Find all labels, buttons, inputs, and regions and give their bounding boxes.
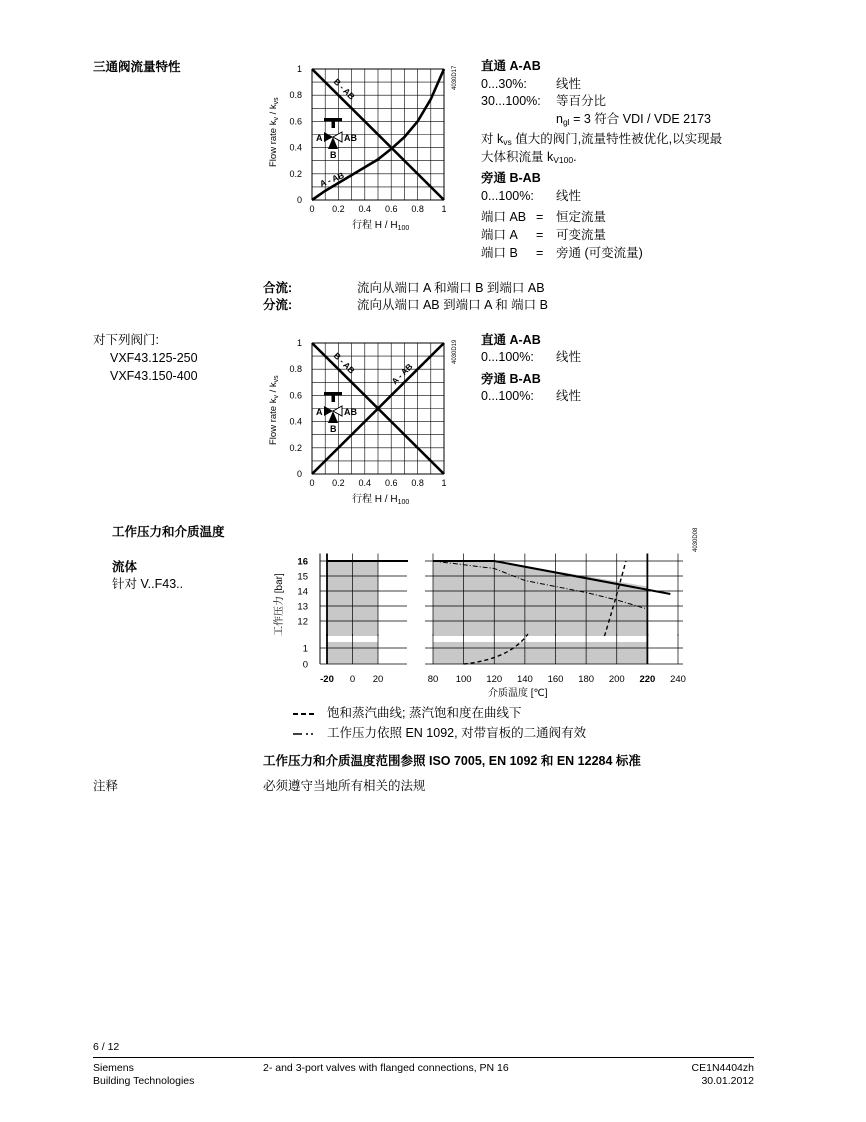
port-ab-label: 端口 AB	[481, 210, 527, 224]
series-label-b-ab: B - AB	[331, 350, 357, 376]
page-number: 6 / 12	[93, 1041, 120, 1053]
x-tick-label: 0.6	[384, 204, 398, 214]
y-tick-label: 12	[297, 616, 308, 628]
x-tick-label: 0	[349, 674, 356, 685]
range3-label: 0...100%:	[481, 189, 534, 203]
port-a-label: 端口 A	[481, 228, 518, 242]
footer-date: 30.01.2012	[701, 1075, 754, 1087]
x-tick-label: 0.8	[411, 478, 424, 488]
port-a-value: 可变流量	[556, 228, 607, 242]
split-text: 流向从端口 AB 到端口 A 和 端口 B	[357, 298, 548, 312]
optimized-text-line2: 大体积流量 $k_{V100}$.	[481, 150, 577, 165]
svg-text:A: A	[316, 407, 323, 417]
port-a-eq: =	[536, 228, 544, 242]
flow-chart-1	[270, 52, 470, 237]
x-tick-label: 0.2	[332, 478, 345, 488]
chart3-ylabel: 工作压力 [bar]	[274, 573, 285, 636]
range2-value: 等百分比	[556, 94, 607, 108]
x-tick-label: 0.8	[411, 204, 424, 214]
merge-text: 流向从端口 A 和端口 B 到端口 AB	[357, 281, 545, 295]
x-tick-label: -20	[320, 674, 334, 685]
port-b-value: 旁通 (可变流量)	[556, 246, 643, 260]
straight-title-1: 直通 A-AB	[481, 59, 541, 73]
footer-division: Building Technologies	[93, 1075, 195, 1087]
legend-saturated-steam: 饱和蒸汽曲线; 蒸汽饱和度在曲线下	[327, 706, 522, 720]
bypass-title-1: 旁通 B-AB	[481, 171, 541, 185]
valve-model-1: VXF43.125-250	[110, 351, 198, 365]
y-tick-label: 0.4	[289, 416, 302, 427]
y-tick-label: 1	[302, 643, 308, 655]
x-tick-label: 0.6	[384, 478, 398, 488]
x-tick-label: 0.2	[332, 204, 345, 214]
y-tick-label: 1	[296, 64, 302, 74]
x-tick-label: 120	[486, 674, 503, 685]
y-tick-label: 0.6	[289, 390, 302, 401]
chart2-xlabel: 行程 H / $H_{100}$	[352, 494, 410, 506]
dash-dot-line-icon	[293, 729, 319, 739]
port-b-label: 端口 B	[481, 246, 518, 260]
optimized-text-line1: 对 $k_{vs}$ 值大的阀门,流量特性被优化,以实现最	[481, 132, 723, 147]
y-tick-label: 0.2	[289, 168, 302, 179]
x-tick-label: 200	[608, 674, 625, 685]
footer-divider	[93, 1057, 754, 1058]
y-tick-label: 0.6	[289, 116, 302, 127]
series-label-a-ab: A - AB	[318, 169, 346, 189]
y-tick-label: 0	[296, 195, 302, 205]
bypass-title-2: 旁通 B-AB	[481, 372, 541, 386]
x-tick-label: 140	[516, 674, 533, 685]
range-s2-2-value: 线性	[556, 389, 582, 403]
svg-text:B: B	[330, 150, 337, 160]
pressure-temperature-chart	[268, 524, 708, 704]
dashed-line-icon	[293, 709, 319, 719]
chart1-xlabel: 行程 H / $H_{100}$	[352, 220, 410, 232]
x-tick-label: 220	[639, 674, 656, 685]
x-tick-label: 240	[670, 674, 686, 685]
svg-text:A: A	[316, 133, 323, 143]
y-tick-label: 1	[296, 338, 302, 348]
y-tick-label: 13	[297, 601, 308, 613]
chart3-code-label: 4030D08	[693, 527, 699, 552]
range1-value: 线性	[556, 77, 582, 91]
port-ab-eq: =	[536, 210, 544, 224]
range3-value: 线性	[556, 189, 582, 203]
x-tick-label: 0	[309, 478, 315, 488]
merge-label: 合流:	[263, 281, 293, 295]
area-right-upper	[433, 561, 647, 636]
range-s2-1-label: 0...100%:	[481, 350, 534, 364]
standard-note: 工作压力和介质温度范围参照 ISO 7005, EN 1092 和 EN 12284 标准	[263, 754, 641, 768]
svg-text:B: B	[330, 424, 337, 434]
valve-symbol-icon	[316, 118, 357, 160]
x-tick-label: 20	[372, 674, 384, 685]
footer-doc-code: CE1N4404zh	[691, 1062, 754, 1074]
section-heading-3way-flow: 三通阀流量特性	[93, 60, 181, 74]
pressure-temp-heading: 工作压力和介质温度	[112, 525, 225, 539]
for-valves-label: 对下列阀门:	[93, 333, 159, 347]
notes-label: 注释	[93, 779, 119, 793]
svg-text:AB: AB	[344, 133, 357, 143]
x-tick-label: 0.4	[358, 478, 372, 488]
chart1-ylabel: Flow rate $k_v / k_{vs}$	[268, 97, 280, 167]
valve-model-2: VXF43.150-400	[110, 369, 198, 383]
fluid-heading: 流体	[112, 560, 138, 574]
y-tick-label: 16	[297, 556, 308, 568]
x-tick-label: 80	[427, 674, 439, 685]
x-tick-label: 180	[578, 674, 595, 685]
y-tick-label: 0	[296, 469, 302, 479]
x-tick-label: 0.4	[358, 204, 372, 214]
footer-doc-title: 2- and 3-port valves with flanged connections, PN 16	[263, 1062, 509, 1074]
ngl-formula: $n_{gl} = 3$ 符合 VDI / VDE 2173	[556, 112, 711, 127]
range1-label: 0...30%:	[481, 77, 527, 91]
x-tick-label: 1	[441, 478, 447, 488]
straight-title-2: 直通 A-AB	[481, 333, 541, 347]
range2-label: 30...100%:	[481, 94, 541, 108]
chart2-ylabel: Flow rate $k_v / k_{vs}$	[268, 375, 280, 445]
range-s2-2-label: 0...100%:	[481, 389, 534, 403]
port-ab-value: 恒定流量	[556, 210, 607, 224]
chart2-code-label: 4030D19	[452, 339, 458, 364]
series-label-a-ab: A - AB	[389, 361, 415, 387]
area-right-lower	[433, 642, 647, 664]
y-tick-label: 15	[297, 571, 308, 583]
flow-chart-2	[270, 326, 470, 511]
x-tick-label: 100	[455, 674, 472, 685]
svg-text:AB: AB	[344, 407, 357, 417]
y-tick-label: 0.8	[289, 364, 302, 375]
y-tick-label: 0.2	[289, 442, 302, 453]
notes-text: 必须遵守当地所有相关的法规	[263, 779, 426, 793]
y-tick-label: 0.4	[289, 142, 302, 153]
x-tick-label: 1	[441, 204, 447, 214]
range-s2-1-value: 线性	[556, 350, 582, 364]
y-tick-label: 0	[302, 659, 308, 671]
chart1-code-label: 4030D17	[452, 65, 458, 90]
valve-symbol-icon-2	[316, 392, 357, 434]
split-label: 分流:	[263, 298, 293, 312]
y-tick-label: 14	[297, 586, 308, 598]
series-label-b-ab: B - AB	[331, 76, 357, 102]
x-tick-label: 160	[547, 674, 564, 685]
legend-en1092: 工作压力依照 EN 1092, 对带盲板的二通阀有效	[327, 726, 587, 740]
x-tick-label: 0	[309, 204, 315, 214]
port-b-eq: =	[536, 246, 544, 260]
y-tick-label: 0.8	[289, 90, 302, 101]
chart3-xlabel: 介质温度 [℃]	[488, 688, 548, 699]
footer-company: Siemens	[93, 1062, 134, 1074]
for-valves-text: 针对 V..F43..	[112, 577, 184, 591]
